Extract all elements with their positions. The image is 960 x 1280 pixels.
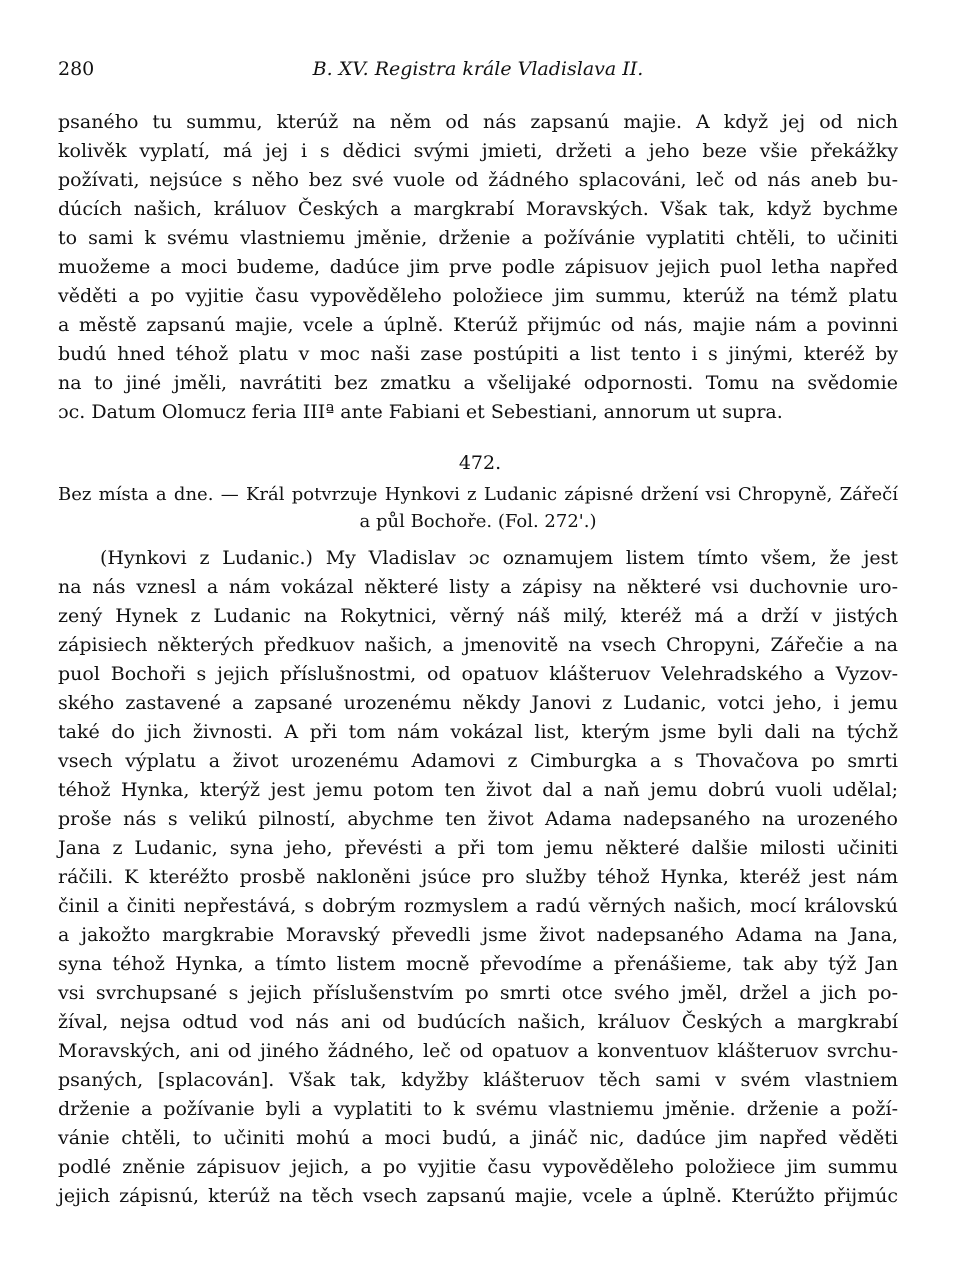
text-line: vsi svrchupsané s jejich příslušenstvím po smrti otce svého jměl, držel a jich po-	[58, 982, 898, 1004]
text-line: proše nás s velikú pilností, abychme ten život Adama nadepsaného na urozeného	[58, 808, 898, 830]
regest-line: a půl Bochoře. (Fol. 272'.)	[359, 511, 597, 532]
document-number: 472.	[458, 452, 502, 474]
text-line: vánie chtěli, to učiniti mohú a moci budú, a jináč nic, dadúce jim napřed věděti	[58, 1127, 898, 1149]
page-number: 280	[58, 58, 95, 80]
text-line: psaných, [splacován]. Však tak, kdyžby klášteruov těch sami v svém vlastniem	[58, 1069, 898, 1091]
text-line: ského zastavené a zapsané urozenému někdy Janovi z Ludanic, votci jeho, i jemu	[58, 692, 898, 714]
page-header	[58, 58, 898, 88]
text-line: žíval, nejsa odtud vod nás ani od budúcích našich, králuov Českých a margkrabí	[58, 1011, 898, 1033]
text-line: psaného tu summu, kterúž na něm od nás zapsanú majie. A když jej od nich	[58, 111, 898, 133]
text-line: činil a činiti nepřestává, s dobrým rozmyslem a radú věrných našich, mocí královskú	[58, 895, 898, 917]
text-line: na nás vznesl a nám vokázal některé listy a zápisy na některé vsi duchovnie uro-	[58, 576, 898, 598]
text-line: zápisiech některých předkuov našich, a jmenovitě na vsech Chropyni, Zářečie a na	[58, 634, 898, 656]
text-line: vsech výplatu a život urozenému Adamovi z Cimburgka a s Thovačova po smrti	[58, 750, 898, 772]
text-line: ráčili. K kteréžto prosbě nakloněni jsúce pro služby téhož Hynka, kteréž jest nám	[58, 866, 898, 888]
text-line: Moravských, ani od jiného žádného, leč od opatuov a konventuov klášteruov svrchu-	[58, 1040, 898, 1062]
text-line: puol Bochoři s jejich příslušnostmi, od opatuov klášteruov Velehradského a Vyzov-	[58, 663, 898, 685]
text-line: kolivěk vyplatí, má jej i s dědici svými jmieti, držeti a jeho beze všie překážky	[58, 140, 898, 162]
text-line: drženie a požívanie byli a vyplatiti to k svému vlastniemu jměnie. drženie a poží-	[58, 1098, 898, 1120]
text-line: Jana z Ludanic, syna jeho, převésti a při tom jemu některé dalšie milosti učiniti	[58, 837, 898, 859]
text-line: a městě zapsanú majie, vcele a úplně. Kterúž přijmúc od nás, majie nám a povinni	[58, 314, 898, 336]
text-line: muožeme a moci budeme, dadúce jim prve podle zápisuov jejich puol letha napřed	[58, 256, 898, 278]
text-line: jejich zápisnú, kterúž na těch vsech zapsanú majie, vcele a úplně. Kterúžto přijmúc	[58, 1185, 898, 1207]
text-line: ɔc. Datum Olomucz feria IIIª ante Fabiani et Sebestiani, annorum ut supra.	[58, 401, 783, 423]
regest-line: Bez místa a dne. — Král potvrzuje Hynkovi z Ludanic zápisné držení vsi Chropyně, Zářečí	[58, 484, 898, 505]
text-line: a jakožto margkrabie Moravský převedli jsme život nadepsaného Adama na Jana,	[58, 924, 898, 946]
text-line: věděti a po vyjitie času vypověděleho položiece jim summu, kterúž na témž platu	[58, 285, 898, 307]
text-line: budú hned téhož platu v moc naši zase postúpiti a list tento i s jinými, kteréž by	[58, 343, 898, 365]
running-title: B. XV. Registra krále Vladislava II.	[312, 58, 644, 80]
text-line: to sami k svému vlastniemu jměnie, drženie a požívánie vyplatiti chtěli, to učiniti	[58, 227, 898, 249]
text-line: syna téhož Hynka, a tímto listem mocně převodíme a přenášieme, tak aby týž Jan	[58, 953, 898, 975]
text-line: zený Hynek z Ludanic na Rokytnici, věrný náš milý, kteréž má a drží v jistých	[58, 605, 898, 627]
text-line: také do jich živnosti. A při tom nám vokázal list, kterým jsme byli dali na týchž	[58, 721, 898, 743]
text-line: na to jiné jměli, navrátiti bez zmatku a všelijaké odpornosti. Tomu na svědomie	[58, 372, 898, 394]
text-line: dúcích našich, králuov Českých a margkrabí Moravských. Však tak, když bychme	[58, 198, 898, 220]
text-line: (Hynkovi z Ludanic.) My Vladislav ɔc oznamujem listem tímto všem, že jest	[100, 547, 898, 569]
text-line: téhož Hynka, kterýž jest jemu potom ten život dal a naň jemu dobrú vuoli udělal;	[58, 779, 898, 801]
text-line: požívati, nejsúce s něho bez své vuole od žádného splacováni, leč od nás aneb bu-	[58, 169, 898, 191]
text-line: podlé zněnie zápisuov jejich, a po vyjitie času vypověděleho položiece jim summu	[58, 1156, 898, 1178]
